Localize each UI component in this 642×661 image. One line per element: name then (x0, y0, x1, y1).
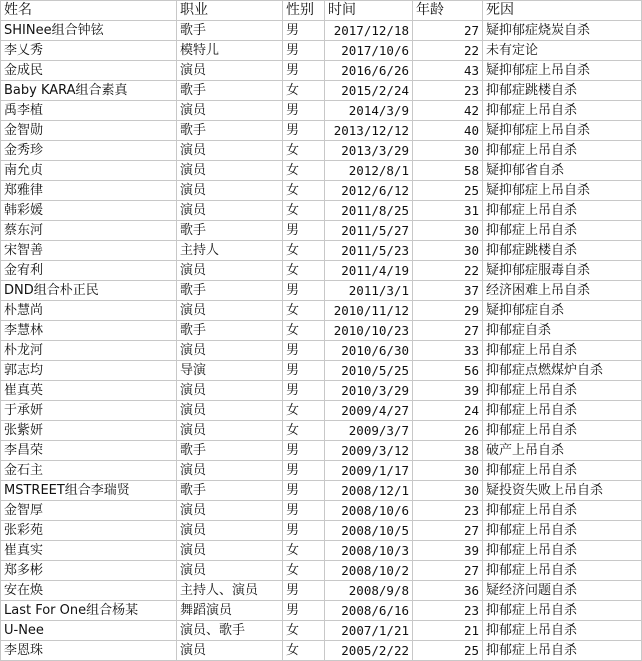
cell-name[interactable]: 李昌荣 (1, 441, 177, 461)
cell-age[interactable]: 39 (413, 381, 483, 401)
cell-reason[interactable]: 疑经济问题自杀 (483, 581, 642, 601)
cell-name[interactable]: SHINee组合钟铉 (1, 21, 177, 41)
cell-sex[interactable]: 男 (283, 361, 325, 381)
cell-sex[interactable]: 女 (283, 81, 325, 101)
table-row (1, 541, 642, 561)
cell-date[interactable]: 2016/6/26 (325, 61, 413, 81)
cell-age[interactable]: 42 (413, 101, 483, 121)
cell-age[interactable]: 33 (413, 341, 483, 361)
table-row (1, 581, 642, 601)
table-row (1, 361, 642, 381)
cell-age[interactable]: 24 (413, 401, 483, 421)
cell-sex[interactable]: 女 (283, 621, 325, 641)
cell-age[interactable]: 29 (413, 301, 483, 321)
cell-reason[interactable]: 疑投资失败上吊自杀 (483, 481, 642, 501)
header-reason[interactable]: 死因 (483, 1, 642, 21)
cell-job[interactable]: 演员 (177, 421, 283, 441)
cell-reason[interactable]: 抑郁症上吊自杀 (483, 621, 642, 641)
cell-reason[interactable]: 疑抑郁症自杀 (483, 301, 642, 321)
cell-name[interactable]: 郑雅律 (1, 181, 177, 201)
cell-job[interactable]: 演员 (177, 541, 283, 561)
cell-date[interactable]: 2010/11/12 (325, 301, 413, 321)
table-row (1, 281, 642, 301)
cell-name[interactable]: 朴龙河 (1, 341, 177, 361)
cell-reason[interactable]: 抑郁症上吊自杀 (483, 421, 642, 441)
table-row (1, 141, 642, 161)
header-age[interactable]: 年龄 (413, 1, 483, 21)
cell-reason[interactable]: 抑郁症跳楼自杀 (483, 81, 642, 101)
cell-sex[interactable]: 男 (283, 281, 325, 301)
table-row (1, 261, 642, 281)
cell-name[interactable]: 郭志均 (1, 361, 177, 381)
cell-sex[interactable]: 女 (283, 181, 325, 201)
header-name[interactable]: 姓名 (1, 1, 177, 21)
cell-reason[interactable]: 抑郁症上吊自杀 (483, 541, 642, 561)
cell-sex[interactable]: 男 (283, 461, 325, 481)
cell-date[interactable]: 2009/3/7 (325, 421, 413, 441)
cell-reason[interactable]: 疑抑郁症上吊自杀 (483, 61, 642, 81)
cell-job[interactable]: 歌手 (177, 281, 283, 301)
cell-date[interactable]: 2008/10/2 (325, 561, 413, 581)
cell-sex[interactable]: 男 (283, 61, 325, 81)
cell-date[interactable]: 2011/8/25 (325, 201, 413, 221)
cell-job[interactable]: 演员 (177, 101, 283, 121)
cell-name[interactable]: 崔真实 (1, 541, 177, 561)
cell-reason[interactable]: 抑郁症自杀 (483, 321, 642, 341)
cell-name[interactable]: 张彩苑 (1, 521, 177, 541)
cell-sex[interactable]: 男 (283, 341, 325, 361)
cell-reason[interactable]: 未有定论 (483, 41, 642, 61)
header-sex[interactable]: 性别 (283, 1, 325, 21)
table-row (1, 421, 642, 441)
table-row (1, 481, 642, 501)
cell-name[interactable]: 金秀珍 (1, 141, 177, 161)
cell-age[interactable]: 25 (413, 641, 483, 661)
cell-date[interactable]: 2008/10/3 (325, 541, 413, 561)
cell-name[interactable]: 崔真英 (1, 381, 177, 401)
cell-name[interactable]: 李恩珠 (1, 641, 177, 661)
cell-name[interactable]: 蔡东河 (1, 221, 177, 241)
cell-name[interactable]: 金石主 (1, 461, 177, 481)
table-row (1, 161, 642, 181)
cell-reason[interactable]: 抑郁症上吊自杀 (483, 401, 642, 421)
cell-job[interactable]: 演员 (177, 301, 283, 321)
table-row (1, 381, 642, 401)
cell-job[interactable]: 演员 (177, 461, 283, 481)
cell-reason[interactable]: 疑抑郁症上吊自杀 (483, 121, 642, 141)
cell-job[interactable]: 演员 (177, 181, 283, 201)
cell-date[interactable]: 2005/2/22 (325, 641, 413, 661)
cell-job[interactable]: 演员 (177, 141, 283, 161)
cell-job[interactable]: 演员 (177, 261, 283, 281)
cell-age[interactable]: 23 (413, 81, 483, 101)
cell-reason[interactable]: 抑郁症上吊自杀 (483, 521, 642, 541)
cell-job[interactable]: 歌手 (177, 321, 283, 341)
cell-job[interactable]: 演员 (177, 401, 283, 421)
cell-date[interactable]: 2008/9/8 (325, 581, 413, 601)
cell-name[interactable]: 金宥利 (1, 261, 177, 281)
cell-job[interactable]: 演员、歌手 (177, 621, 283, 641)
cell-reason[interactable]: 疑抑郁省自杀 (483, 161, 642, 181)
cell-job[interactable]: 歌手 (177, 441, 283, 461)
cell-job[interactable]: 歌手 (177, 21, 283, 41)
table-row (1, 21, 642, 41)
cell-age[interactable]: 22 (413, 41, 483, 61)
table-row (1, 241, 642, 261)
cell-job[interactable]: 主持人 (177, 241, 283, 261)
cell-sex[interactable]: 女 (283, 261, 325, 281)
cell-age[interactable]: 22 (413, 261, 483, 281)
cell-date[interactable]: 2011/4/19 (325, 261, 413, 281)
cell-age[interactable]: 43 (413, 61, 483, 81)
cell-date[interactable]: 2010/10/23 (325, 321, 413, 341)
table-row (1, 41, 642, 61)
cell-date[interactable]: 2008/10/5 (325, 521, 413, 541)
cell-name[interactable]: 宋智善 (1, 241, 177, 261)
cell-job[interactable]: 歌手 (177, 221, 283, 241)
cell-date[interactable]: 2017/10/6 (325, 41, 413, 61)
cell-name[interactable]: Baby KARA组合素真 (1, 81, 177, 101)
cell-age[interactable]: 27 (413, 321, 483, 341)
cell-reason[interactable]: 抑郁症上吊自杀 (483, 461, 642, 481)
cell-date[interactable]: 2008/10/6 (325, 501, 413, 521)
cell-age[interactable]: 30 (413, 481, 483, 501)
cell-sex[interactable]: 男 (283, 601, 325, 621)
cell-job[interactable]: 歌手 (177, 481, 283, 501)
cell-reason[interactable]: 抑郁症上吊自杀 (483, 141, 642, 161)
cell-job[interactable]: 演员 (177, 561, 283, 581)
cell-reason[interactable]: 抑郁症上吊自杀 (483, 341, 642, 361)
cell-date[interactable]: 2008/6/16 (325, 601, 413, 621)
cell-reason[interactable]: 抑郁症上吊自杀 (483, 641, 642, 661)
cell-reason[interactable]: 经济困难上吊自杀 (483, 281, 642, 301)
cell-reason[interactable]: 抑郁症上吊自杀 (483, 201, 642, 221)
cell-reason[interactable]: 破产上吊自杀 (483, 441, 642, 461)
cell-age[interactable]: 27 (413, 521, 483, 541)
cell-job[interactable]: 演员 (177, 381, 283, 401)
cell-age[interactable]: 30 (413, 221, 483, 241)
cell-age[interactable]: 40 (413, 121, 483, 141)
cell-age[interactable]: 39 (413, 541, 483, 561)
cell-date[interactable]: 2013/12/12 (325, 121, 413, 141)
cell-age[interactable]: 30 (413, 461, 483, 481)
cell-name[interactable]: 韩彩媛 (1, 201, 177, 221)
cell-job[interactable]: 主持人、演员 (177, 581, 283, 601)
cell-sex[interactable]: 女 (283, 401, 325, 421)
cell-date[interactable]: 2011/3/1 (325, 281, 413, 301)
cell-name[interactable]: 禹李植 (1, 101, 177, 121)
cell-reason[interactable]: 抑郁症上吊自杀 (483, 561, 642, 581)
cell-sex[interactable]: 女 (283, 641, 325, 661)
cell-name[interactable]: 朴慧尚 (1, 301, 177, 321)
cell-name[interactable]: 李乂秀 (1, 41, 177, 61)
cell-reason[interactable]: 疑抑郁症烧炭自杀 (483, 21, 642, 41)
cell-name[interactable]: 金智勋 (1, 121, 177, 141)
cell-reason[interactable]: 抑郁症跳楼自杀 (483, 241, 642, 261)
cell-date[interactable]: 2010/6/30 (325, 341, 413, 361)
cell-reason[interactable]: 抑郁症点燃煤炉自杀 (483, 361, 642, 381)
cell-age[interactable]: 27 (413, 561, 483, 581)
cell-sex[interactable]: 女 (283, 421, 325, 441)
table-row (1, 461, 642, 481)
cell-sex[interactable]: 女 (283, 321, 325, 341)
cell-sex[interactable]: 男 (283, 441, 325, 461)
table-row (1, 401, 642, 421)
cell-job[interactable]: 演员 (177, 341, 283, 361)
cell-age[interactable]: 27 (413, 21, 483, 41)
cell-age[interactable]: 30 (413, 141, 483, 161)
cell-date[interactable]: 2010/5/25 (325, 361, 413, 381)
table-row (1, 221, 642, 241)
cell-age[interactable]: 21 (413, 621, 483, 641)
cell-job[interactable]: 演员 (177, 61, 283, 81)
cell-sex[interactable]: 男 (283, 21, 325, 41)
cell-name[interactable]: 郑多彬 (1, 561, 177, 581)
cell-date[interactable]: 2013/3/29 (325, 141, 413, 161)
table-row (1, 441, 642, 461)
table-row (1, 121, 642, 141)
cell-date[interactable]: 2009/4/27 (325, 401, 413, 421)
cell-sex[interactable]: 女 (283, 541, 325, 561)
cell-date[interactable]: 2011/5/23 (325, 241, 413, 261)
table-row (1, 641, 642, 661)
cell-date[interactable]: 2007/1/21 (325, 621, 413, 641)
table-row (1, 341, 642, 361)
cell-age[interactable]: 23 (413, 601, 483, 621)
cell-job[interactable]: 导演 (177, 361, 283, 381)
table-row (1, 101, 642, 121)
cell-job[interactable]: 演员 (177, 161, 283, 181)
cell-reason[interactable]: 抑郁症上吊自杀 (483, 601, 642, 621)
cell-age[interactable]: 30 (413, 241, 483, 261)
cell-date[interactable]: 2009/3/12 (325, 441, 413, 461)
cell-sex[interactable]: 男 (283, 521, 325, 541)
table-row (1, 521, 642, 541)
table-row (1, 621, 642, 641)
cell-job[interactable]: 歌手 (177, 81, 283, 101)
cell-date[interactable]: 2011/5/27 (325, 221, 413, 241)
cell-sex[interactable]: 男 (283, 581, 325, 601)
cell-reason[interactable]: 抑郁症上吊自杀 (483, 501, 642, 521)
cell-age[interactable]: 37 (413, 281, 483, 301)
table-row (1, 501, 642, 521)
cell-name[interactable]: DND组合朴正民 (1, 281, 177, 301)
table-row (1, 181, 642, 201)
cell-name[interactable]: 金成民 (1, 61, 177, 81)
cell-sex[interactable]: 男 (283, 481, 325, 501)
cell-sex[interactable]: 男 (283, 381, 325, 401)
cell-job[interactable]: 舞蹈演员 (177, 601, 283, 621)
cell-job[interactable]: 演员 (177, 521, 283, 541)
cell-sex[interactable]: 男 (283, 101, 325, 121)
cell-reason[interactable]: 抑郁症上吊自杀 (483, 101, 642, 121)
table-row (1, 561, 642, 581)
cell-date[interactable]: 2015/2/24 (325, 81, 413, 101)
table-row (1, 321, 642, 341)
cell-job[interactable]: 演员 (177, 201, 283, 221)
table-row (1, 301, 642, 321)
cell-name[interactable]: 于承妍 (1, 401, 177, 421)
table-row (1, 201, 642, 221)
cell-date[interactable]: 2014/3/9 (325, 101, 413, 121)
table-row (1, 81, 642, 101)
cell-job[interactable]: 演员 (177, 641, 283, 661)
cell-name[interactable]: 安在焕 (1, 581, 177, 601)
header-date[interactable]: 时间 (325, 1, 413, 21)
cell-name[interactable]: 南允贞 (1, 161, 177, 181)
cell-age[interactable]: 26 (413, 421, 483, 441)
cell-sex[interactable]: 男 (283, 501, 325, 521)
cell-reason[interactable]: 疑抑郁症上吊自杀 (483, 181, 642, 201)
cell-sex[interactable]: 女 (283, 241, 325, 261)
cell-sex[interactable]: 女 (283, 141, 325, 161)
cell-reason[interactable]: 抑郁症上吊自杀 (483, 221, 642, 241)
cell-date[interactable]: 2010/3/29 (325, 381, 413, 401)
header-job[interactable]: 职业 (177, 1, 283, 21)
table-row (1, 601, 642, 621)
cell-sex[interactable]: 女 (283, 301, 325, 321)
cell-name[interactable]: 金智厚 (1, 501, 177, 521)
cell-sex[interactable]: 男 (283, 121, 325, 141)
header-row (1, 1, 642, 21)
cell-age[interactable]: 36 (413, 581, 483, 601)
cell-date[interactable]: 2012/6/12 (325, 181, 413, 201)
cell-sex[interactable]: 男 (283, 221, 325, 241)
cell-age[interactable]: 23 (413, 501, 483, 521)
cell-date[interactable]: 2009/1/17 (325, 461, 413, 481)
cell-age[interactable]: 25 (413, 181, 483, 201)
cell-name[interactable]: MSTREET组合李瑞贤 (1, 481, 177, 501)
cell-age[interactable]: 58 (413, 161, 483, 181)
table-row (1, 61, 642, 81)
cell-sex[interactable]: 女 (283, 161, 325, 181)
cell-sex[interactable]: 女 (283, 561, 325, 581)
cell-name[interactable]: 张紫妍 (1, 421, 177, 441)
cell-date[interactable]: 2012/8/1 (325, 161, 413, 181)
cell-reason[interactable]: 疑抑郁症服毒自杀 (483, 261, 642, 281)
cell-job[interactable]: 歌手 (177, 121, 283, 141)
cell-name[interactable]: U-Nee (1, 621, 177, 641)
cell-job[interactable]: 演员 (177, 501, 283, 521)
table-body (1, 21, 642, 661)
cell-date[interactable]: 2008/12/1 (325, 481, 413, 501)
cell-reason[interactable]: 抑郁症上吊自杀 (483, 381, 642, 401)
cell-date[interactable]: 2017/12/18 (325, 21, 413, 41)
cell-name[interactable]: Last For One组合杨某 (1, 601, 177, 621)
cell-sex[interactable]: 男 (283, 41, 325, 61)
cell-sex[interactable]: 女 (283, 201, 325, 221)
cell-age[interactable]: 31 (413, 201, 483, 221)
cell-name[interactable]: 李慧林 (1, 321, 177, 341)
cell-age[interactable]: 38 (413, 441, 483, 461)
cell-age[interactable]: 56 (413, 361, 483, 381)
cell-job[interactable]: 模特儿 (177, 41, 283, 61)
